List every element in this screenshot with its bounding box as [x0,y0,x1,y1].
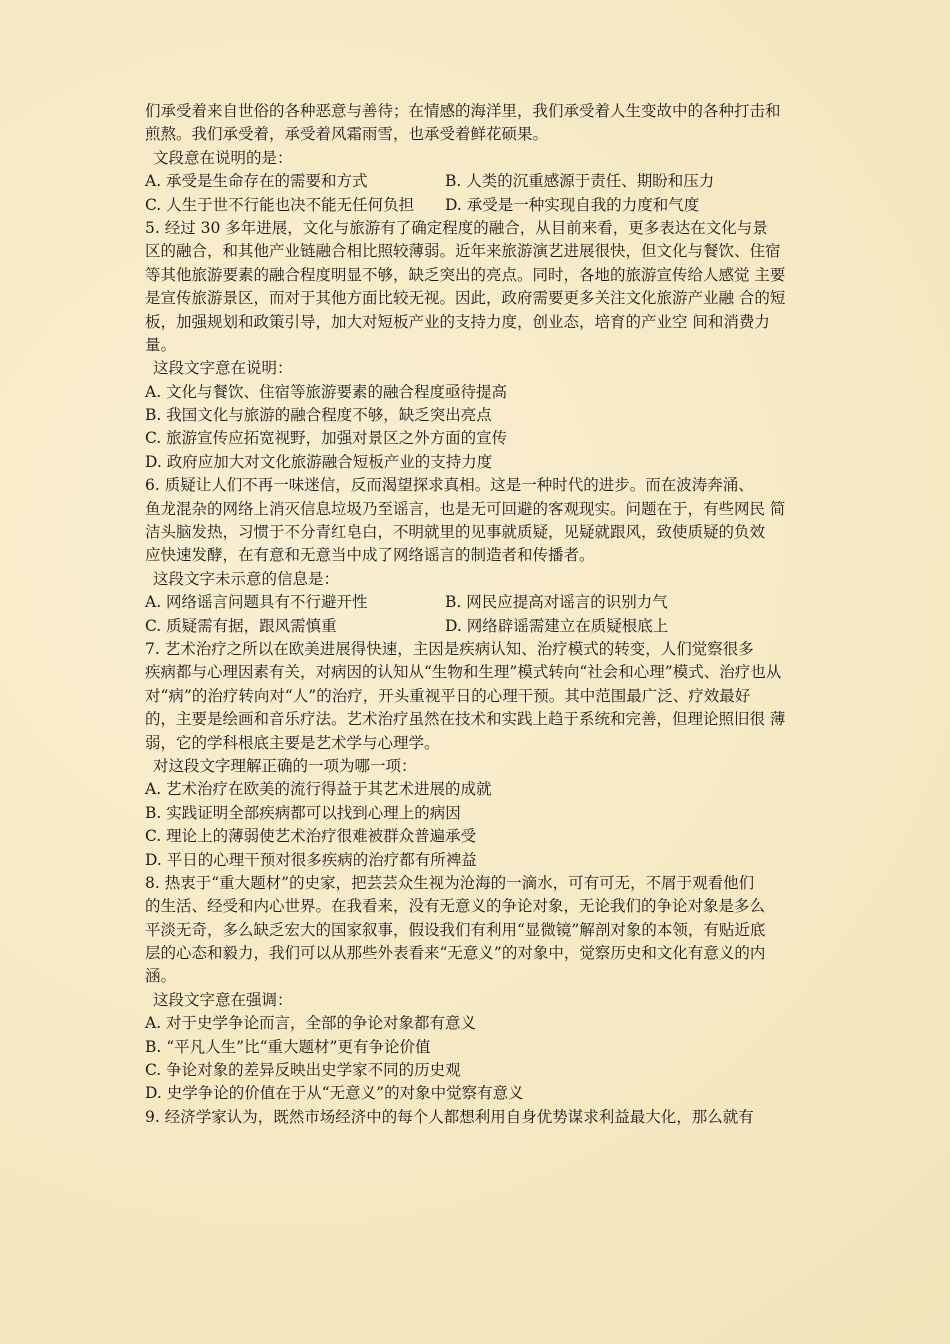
option-c: C. 旅游宣传应拓宽视野，加强对景区之外方面的宣传 [145,429,508,448]
question-5-line: 区的融合，和其他产业链融合相比照较薄弱。近年来旅游演艺进展很快，但文化与餐饮、住宿 [145,242,781,261]
option-c: C. 人生于世不行能也决不能无任何负担 [145,195,415,214]
question-8-line: 平淡无奇，多么缺乏宏大的国家叙事，假设我们有利用“显微镜”解剖对象的本领，有贴近底 [145,920,766,939]
question-6-line: 鱼龙混杂的网络上消灭信息垃圾乃至谣言，也是无可回避的客观现实。问题在于，有些网民 简 [145,499,786,518]
question-8-line: 8. 热衷于“重大题材”的史家，把芸芸众生视为沧海的一滴水，可有可无，不屑于观看他们 [145,873,755,892]
option-row [145,615,815,638]
question-8-line: 的生活、经受和内心世界。在我看来，没有无意义的争论对象，无论我们的争论对象是多么 [145,897,766,916]
question-7-line: 的，主要是绘画和音乐疗法。艺术治疗虽然在技术和实践上趋于系统和完善，但理论照旧很 薄 [145,710,786,729]
option-c: C. 质疑需有据，跟风需慎重 [145,616,337,635]
option-a: A. 网络谣言问题具有不行避开性 [145,593,368,612]
question-5-line: 是宣传旅游景区，而对于其他方面比较无视。因此，政府需要更多关注文化旅游产业融 合的短 [145,289,786,308]
question-prompt: 这段文字未示意的信息是： [153,569,340,588]
question-prompt: 这段文字意在强调： [153,990,293,1009]
question-6-line: 洁头脑发热，习惯于不分青红皂白，不明就里的见事就质疑，见疑就跟风，致使质疑的负效 [145,523,766,542]
option-b: B. “平凡人生”比“重大题材”更有争论价值 [145,1037,431,1056]
document-page [145,100,815,1129]
option-c: C. 争论对象的差异反映出史学家不同的历史观 [145,1061,461,1080]
question-7-line: 对“病”的治疗转向对“人”的治疗，开头重视平日的心理干预。其中范围最广泛、疗效最好 [145,686,751,705]
option-b: B. 人类的沉重感源于责任、期盼和压力 [445,172,715,191]
option-a: A. 文化与餐饮、住宿等旅游要素的融合程度亟待提高 [145,382,508,401]
option-d: D. 史学争论的价值在于从“无意义”的对象中觉察有意义 [145,1084,524,1103]
option-a: A. 对于史学争论而言，全部的争论对象都有意义 [145,1014,477,1033]
option-c: C. 理论上的薄弱使艺术治疗很难被群众普遍承受 [145,827,477,846]
option-row [145,194,815,217]
question-7-line: 弱，它的学科根底主要是艺术学与心理学。 [145,733,440,752]
question-6-line: 应快速发酵，在有意和无意当中成了网络谣言的制造者和传播者。 [145,546,595,565]
option-row [145,591,815,614]
option-b: B. 网民应提高对谣言的识别力气 [445,593,668,612]
option-d: D. 网络辟谣需建立在质疑根底上 [445,616,669,635]
question-7-line: 疾病都与心理因素有关，对病因的认知从“生物和生理”模式转向“社会和心理”模式、治疗也从 [145,663,782,682]
option-d: D. 政府应加大对文化旅游融合短板产业的支持力度 [145,452,493,471]
question-6-line: 6. 质疑让人们不再一味迷信，反而渴望探求真相。这是一种时代的进步。而在波涛奔涌、 [145,476,754,495]
option-d: D. 承受是一种实现自我的力度和气度 [445,195,700,214]
question-8-line: 涵。 [145,967,177,986]
option-b: B. 我国文化与旅游的融合程度不够，缺乏突出亮点 [145,406,492,425]
option-b: B. 实践证明全部疾病都可以找到心理上的病因 [145,803,461,822]
option-d: D. 平日的心理干预对很多疾病的治疗都有所裨益 [145,850,477,869]
question-prompt: 对这段文字理解正确的一项为哪一项： [153,756,417,775]
question-5-line: 量。 [145,335,177,354]
option-row [145,170,815,193]
question-prompt: 文段意在说明的是： [153,148,293,167]
question-8-line: 层的心态和毅力，我们可以从那些外表看来“无意义”的对象中，觉察历史和文化有意义的内 [145,944,766,963]
question-5-line: 5. 经过 30 多年进展，文化与旅游有了确定程度的融合，从目前来看，更多表达在文化与景 [145,218,768,237]
question-prompt: 这段文字意在说明： [153,359,293,378]
passage-line: 们承受着来自世俗的各种恶意与善待；在情感的海洋里，我们承受着人生变故中的各种打击和 [145,102,781,120]
option-a: A. 艺术治疗在欧美的流行得益于其艺术进展的成就 [145,780,492,799]
passage-line: 煎熬。我们承受着，承受着风霜雨雪，也承受着鲜花硕果。 [145,125,549,144]
question-7-line: 7. 艺术治疗之所以在欧美进展得快速，主因是疾病认知、治疗模式的转变，人们觉察很多 [145,639,754,658]
question-5-line: 板，加强规划和政策引导，加大对短板产业的支持力度，创业态，培育的产业空 间和消费力 [145,312,770,331]
option-a: A. 承受是生命存在的需要和方式 [145,172,368,191]
question-5-line: 等其他旅游要素的融合程度明显不够，缺乏突出的亮点。同时，各地的旅游宣传给人感觉 主要 [145,265,786,284]
question-9-line: 9. 经济学家认为，既然市场经济中的每个人都想利用自身优势谋求利益最大化，那么就有 [145,1107,754,1126]
